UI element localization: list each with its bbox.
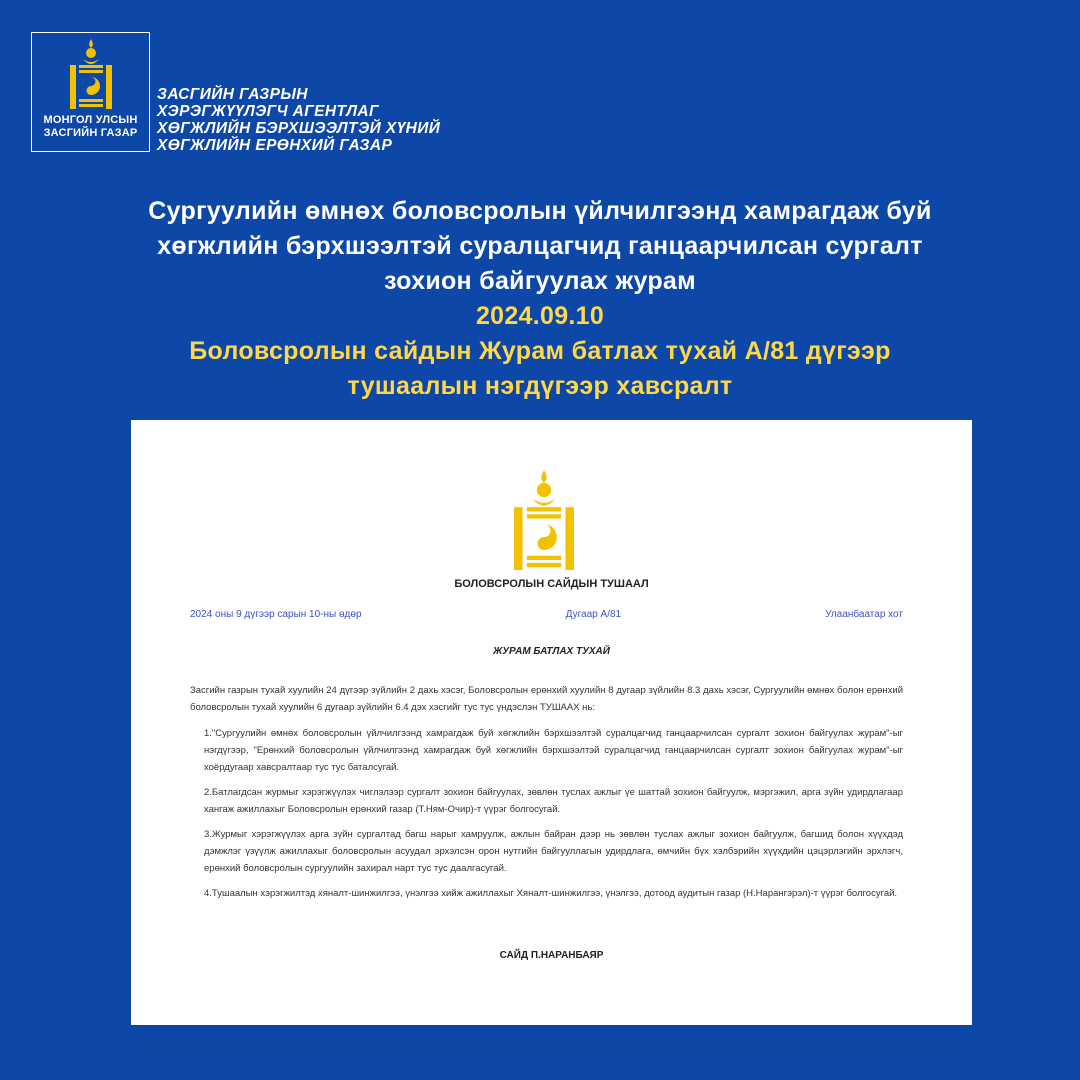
headline: [40, 194, 1040, 404]
document-meta-row: [190, 609, 903, 620]
government-logo: [31, 32, 150, 152]
document-heading: БОЛОВСРОЛЫН САЙДЫН ТУШААЛ: [454, 578, 649, 590]
document-page: [131, 420, 972, 1025]
document-item: 3.Журмыг хэрэгжүүлэх арга зүйн сургалтад багш нарыг хамруулж, ажлын байран дээр нь зөвлөн туслах ажлыг зохион байгуулж, багшид болон хүүхдэд дэмжлэг үзүүлж ажиллахыг боловсролын асуудал эрхэлсэн орон нутгийн байгууллагын удирдлага, өмчийн бүх хэлбэрийн хүүхдийн цэцэрлэгийн эрхлэгч, ерөнхий боловсролын сургуулийн захирал нарт тус тус даалгасугай.: [204, 829, 903, 874]
headline-subtitle-line: тушаалын нэгдүгээр хавсралт: [347, 372, 733, 400]
document-item: 4.Тушаалын хэрэгжилтэд хяналт-шинжилгээ, үнэлгээ хийж ажиллахыг Хяналт-шинжилгээ, үнэлгээ, дотоод аудитын газар (Н.Нарангэрэл)-т үүрэг болгосугай.: [204, 888, 898, 899]
agency-name: [157, 86, 440, 154]
logo-caption: [32, 114, 149, 140]
agency-name-line: ХӨГЖЛИЙН БЭРХШЭЭЛТЭЙ ХҮНИЙ: [157, 120, 441, 137]
document-place: Улаанбаатар хот: [825, 609, 903, 620]
soyombo-emblem-icon: [514, 470, 574, 570]
document-item: 1."Сургуулийн өмнөх боловсролын үйлчилгээнд хамрагдаж буй хөгжлийн бэрхшээлтэй суралцагчид ганцаарчилсан сургалт зохион байгуулах журам"-ыг нэгдүгээр, "Ерөнхий боловсролын үйлчилгээнд хамрагдаж буй хөгжлийн бэрхшээлтэй суралцагчид ганцаарчилсан сургалт зохион байгуулах журам"-ыг хоёрдугаар хавсралтаар тус тус баталсугай.: [204, 728, 903, 773]
agency-name-line: ЗАСГИЙН ГАЗРЫН: [157, 86, 308, 103]
headline-title-line: хөгжлийн бэрхшээлтэй суралцагчид ганцаарчилсан сургалт: [157, 232, 923, 260]
headline-title-line: зохион байгуулах журам: [384, 267, 696, 295]
agency-name-line: ХӨГЖЛИЙН ЕРӨНХИЙ ГАЗАР: [157, 137, 393, 154]
headline-subtitle-line: Боловсролын сайдын Журам батлах тухай А/81 дүгээр: [189, 337, 891, 365]
document-date: 2024 оны 9 дүгээр сарын 10-ны өдөр: [190, 609, 362, 620]
document-preamble: Засгийн газрын тухай хуулийн 24 дүгээр зүйлийн 2 дахь хэсэг, Боловсролын ерөнхий хуулийн 8 дугаар зүйлийн 8.3 дахь хэсэг, Сургуулийн өмнөх болон ерөнхий боловсролын тухай хуулийн 6 дугаар зүйлийн 6.4 дэх хэсгийг тус тус үндэслэн ТУШААХ нь:: [190, 685, 903, 713]
logo-caption-line: ЗАСГИЙН ГАЗАР: [43, 127, 138, 139]
document-number: Дугаар А/81: [565, 609, 622, 620]
agency-name-line: ХЭРЭГЖҮҮЛЭГЧ АГЕНТЛАГ: [157, 103, 379, 120]
headline-title-line: Сургуулийн өмнөх боловсролын үйлчилгээнд хамрагдаж буй: [148, 197, 932, 225]
document-body: [190, 682, 903, 902]
soyombo-emblem-icon: [70, 39, 112, 109]
document-item: 2.Батлагдсан журмыг хэрэгжүүлэх чиглэлээр сургалт зохион байгуулах, зөвлөн туслах ажлыг үе шаттай зохион байгуулж, мэргэжил, арга зүйн удирдлагаар хангаж ажиллахыг Боловсролын ерөнхий газар (Т.Ням-Очир)-т үүрэг болгосугай.: [204, 787, 903, 815]
document-signature: САЙД П.НАРАНБАЯР: [499, 950, 604, 961]
logo-caption-line: МОНГОЛ УЛСЫН: [43, 114, 138, 126]
order-title: ЖУРАМ БАТЛАХ ТУХАЙ: [493, 646, 610, 657]
headline-date: 2024.09.10: [475, 302, 605, 330]
